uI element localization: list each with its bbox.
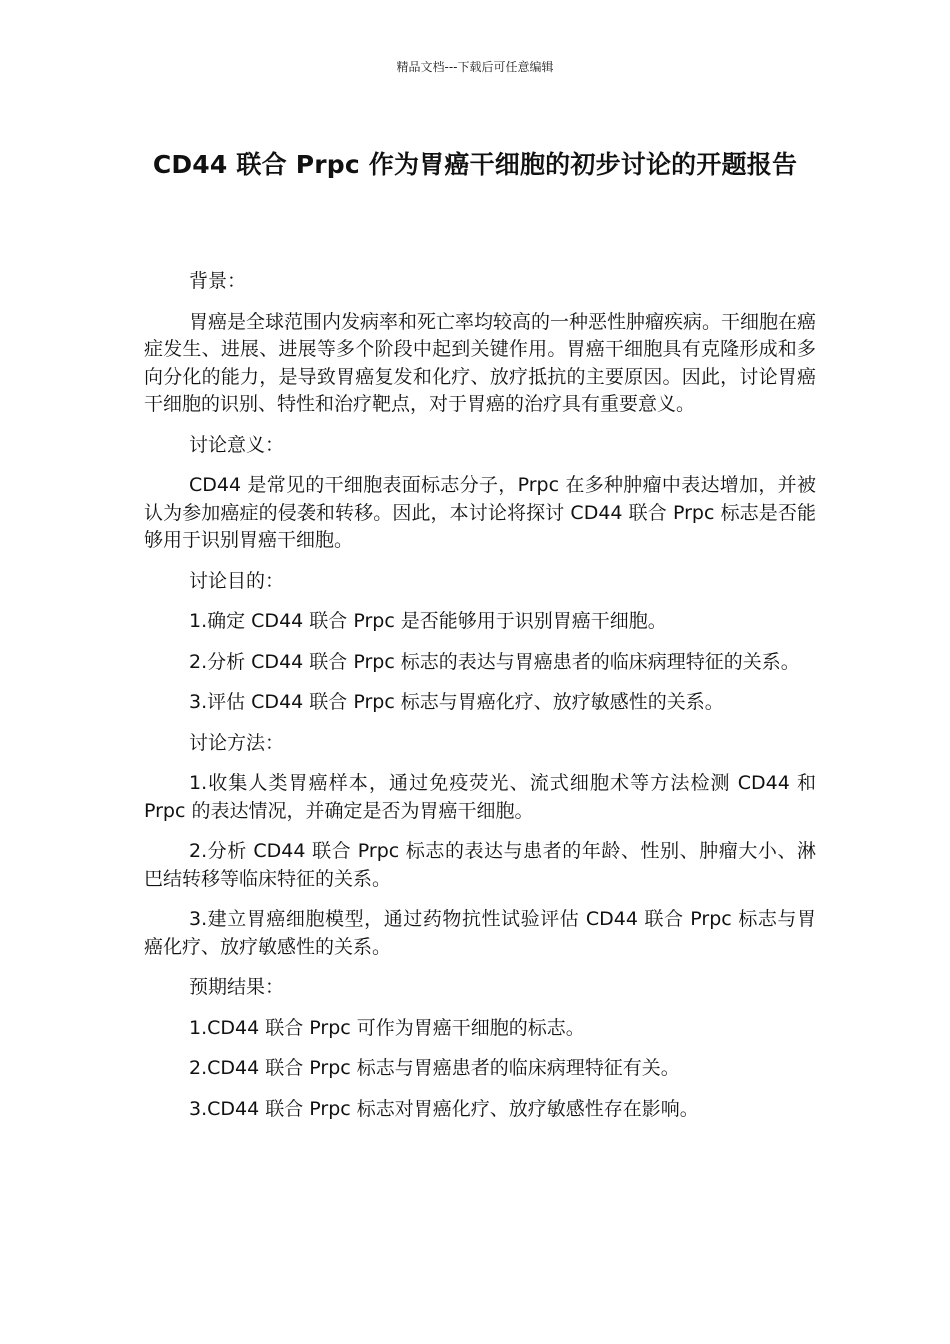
objective-item: 1.确定 CD44 联合 Prpc 是否能够用于识别胃癌干细胞。	[189, 610, 667, 632]
expected-result-item: 3.CD44 联合 Prpc 标志对胃癌化疗、放疗敏感性存在影响。	[189, 1097, 699, 1120]
expected-results-heading: 预期结果：	[189, 976, 285, 998]
expected-result-item: 2.CD44 联合 Prpc 标志与胃癌患者的临床病理特征有关。	[189, 1057, 680, 1079]
background-heading: 背景：	[189, 270, 247, 292]
method-item: 1.收集人类胃癌样本，通过免疫荧光、流式细胞术等方法检测 CD44 和 Prpc 的表达情况，并确定是否为胃癌干细胞。	[144, 772, 816, 822]
objective-item: 2.分析 CD44 联合 Prpc 标志的表达与胃癌患者的临床病理特征的关系。	[189, 650, 800, 673]
method-item: 3.建立胃癌细胞模型，通过药物抗性试验评估 CD44 联合 Prpc 标志与胃癌化疗、放疗敏感性的关系。	[144, 908, 816, 958]
background-paragraph: 胃癌是全球范围内发病率和死亡率均较高的一种恶性肿瘤疾病。干细胞在癌症发生、进展、进展等多个阶段中起到关键作用。胃癌干细胞具有克隆形成和多向分化的能力，是导致胃癌复发和化疗、放疗抵抗的主要原因。因此，讨论胃癌干细胞的识别、特性和治疗靶点，对于胃癌的治疗具有重要意义。	[144, 310, 817, 415]
significance-paragraph: CD44 是常见的干细胞表面标志分子，Prpc 在多种肿瘤中表达增加，并被认为参加癌症的侵袭和转移。因此，本讨论将探讨 CD44 联合 Prpc 标志是否能够用于识别胃癌干细胞。	[144, 474, 816, 551]
expected-result-item: 1.CD44 联合 Prpc 可作为胃癌干细胞的标志。	[189, 1016, 585, 1039]
header-note: 精品文档---下载后可任意编辑	[396, 60, 554, 74]
document-body	[144, 268, 816, 1136]
methods-heading: 讨论方法：	[189, 731, 285, 754]
objective-item: 3.评估 CD44 联合 Prpc 标志与胃癌化疗、放疗敏感性的关系。	[189, 691, 724, 713]
document-title: CD44 联合 Prpc 作为胃癌干细胞的初步讨论的开题报告	[152, 150, 798, 179]
method-item: 2.分析 CD44 联合 Prpc 标志的表达与患者的年龄、性别、肿瘤大小、淋巴结转移等临床特征的关系。	[144, 840, 816, 890]
objectives-heading: 讨论目的：	[189, 569, 285, 592]
significance-heading: 讨论意义：	[189, 433, 285, 456]
